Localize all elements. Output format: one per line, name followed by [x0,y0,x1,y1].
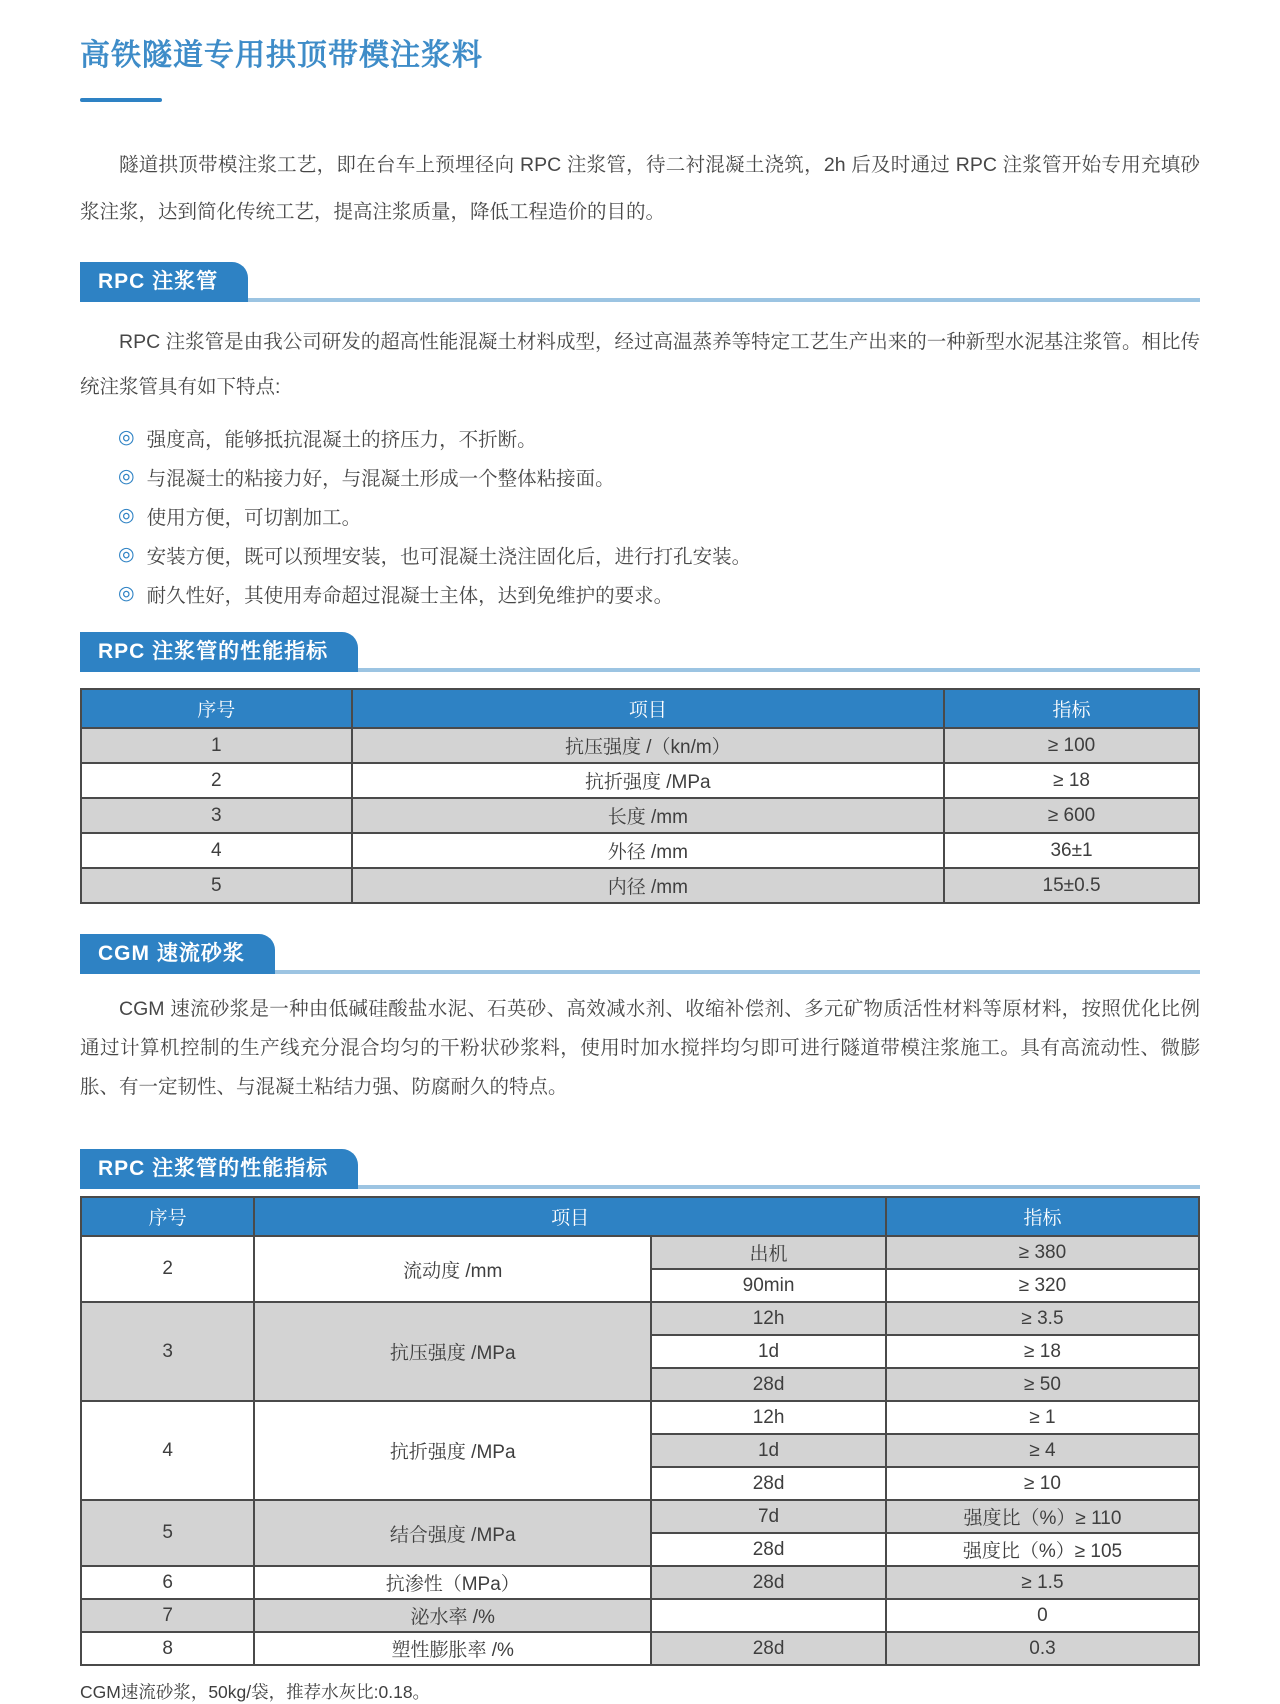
section-badge: RPC 注浆管的性能指标 [80,1149,358,1189]
section-header-cgm-performance [80,1149,1200,1189]
column-header: 项目 [352,689,945,728]
table-cell: 5 [81,868,352,903]
table-cell: 28d [651,1566,886,1599]
list-item-text: 安装方便，既可以预埋安装，也可混凝土浇注固化后，进行打孔安装。 [146,546,752,568]
table-cell: 抗折强度 /MPa [352,763,945,798]
table-cell: 泌水率 /% [254,1599,651,1632]
column-header: 序号 [81,1197,254,1236]
table-cell: 内径 /mm [352,868,945,903]
section-badge: RPC 注浆管的性能指标 [80,632,358,672]
list-item-text: 耐久性好，其使用寿命超过混凝士主体，达到免维护的要求。 [146,585,674,607]
table-cell: 28d [651,1533,886,1566]
table-row [81,1401,1199,1434]
section-header-rpc-pipe [80,262,1200,302]
table-cell: 2 [81,1236,254,1302]
bullet-icon: ◎ [118,427,135,448]
list-item-text: 使用方便，可切割加工。 [146,507,362,529]
column-header: 指标 [944,689,1199,728]
table-cell: 5 [81,1500,254,1566]
table-cell: ≥ 50 [886,1368,1199,1401]
table-cell: ≥ 1 [886,1401,1199,1434]
table-cell: 28d [651,1368,886,1401]
document-content [0,30,1280,1704]
table-cell: ≥ 4 [886,1434,1199,1467]
list-item [118,424,1200,452]
table-cell: 0 [886,1599,1199,1632]
table-header [81,689,1199,728]
table-cell: 36±1 [944,833,1199,868]
title-underline [80,98,162,102]
document-page [0,30,1280,1702]
table-row [81,763,1199,798]
table-cell: 强度比（%）≥ 105 [886,1533,1199,1566]
column-header: 指标 [886,1197,1199,1236]
rpc-performance-table [80,688,1200,904]
table-cell: 1d [651,1434,886,1467]
table-row [81,798,1199,833]
intro-paragraph: 隧道拱顶带模注浆工艺，即在台车上预埋径向 RPC 注浆管，待二衬混凝土浇筑，2h 后及时通过 RPC 注浆管开始专用充填砂浆注浆，达到简化传统工艺，提高注浆质量，降低工程造价的目的。 [80,154,1200,223]
rpc-feature-list [80,424,1200,608]
table-cell: ≥ 380 [886,1236,1199,1269]
table-cell: 8 [81,1632,254,1665]
table-row [81,728,1199,763]
table-row [81,1236,1199,1269]
bullet-icon: ◎ [118,583,135,604]
list-item [118,463,1200,491]
section-header-rpc-performance [80,632,1200,672]
list-item [118,541,1200,569]
table-header-row [81,689,1199,728]
table-cell: ≥ 1.5 [886,1566,1199,1599]
column-header: 序号 [81,689,352,728]
table-cell: 3 [81,798,352,833]
table-cell: 1 [81,728,352,763]
table-cell: 外径 /mm [352,833,945,868]
bullet-icon: ◎ [118,544,135,565]
section-header-cgm [80,934,1200,974]
column-header: 项目 [254,1197,886,1236]
table-cell: 90min [651,1269,886,1302]
table-cell: ≥ 18 [886,1335,1199,1368]
list-item-text: 强度高，能够抵抗混凝土的挤压力，不折断。 [146,429,537,451]
table-cell: ≥ 100 [944,728,1199,763]
table-row [81,1599,1199,1632]
table-cell: ≥ 3.5 [886,1302,1199,1335]
table-cell: 15±0.5 [944,868,1199,903]
list-item [118,580,1200,608]
footer-note: CGM速流砂浆，50kg/袋，推荐水灰比:0.18。 [80,1682,431,1702]
table-row [81,1632,1199,1665]
table-cell: 强度比（%）≥ 110 [886,1500,1199,1533]
table-row [81,1500,1199,1533]
table-cell: 4 [81,1401,254,1500]
table-cell: 3 [81,1302,254,1401]
table-cell: 抗压强度 /MPa [254,1302,651,1401]
cgm-performance-table [80,1196,1200,1666]
table-row [81,868,1199,903]
list-item-text: 与混凝士的粘接力好，与混凝土形成一个整体粘接面。 [146,468,615,490]
cgm-paragraph: CGM 速流砂浆是一种由低碱硅酸盐水泥、石英砂、高效减水剂、收缩补偿剂、多元矿物质活性材料等原材料，按照优化比例通过计算机控制的生产线充分混合均匀的干粉状砂浆料，使用时加水搅拌均匀即可进行隧道带模注浆施工。具有高流动性、微膨胀、有一定韧性、与混凝土粘结力强、防腐耐久的特点。 [80,998,1200,1098]
table-header [81,1197,1199,1236]
table-cell: 7d [651,1500,886,1533]
table-cell: 长度 /mm [352,798,945,833]
list-item [118,502,1200,530]
bullet-icon: ◎ [118,466,135,487]
section-badge: RPC 注浆管 [80,262,248,302]
table-cell: 抗渗性（MPa） [254,1566,651,1599]
rpc-pipe-paragraph: RPC 注浆管是由我公司研发的超高性能混凝土材料成型，经过高温蒸养等特定工艺生产出来的一种新型水泥基注浆管。相比传统注浆管具有如下特点: [80,331,1200,398]
table-cell: 流动度 /mm [254,1236,651,1302]
table-cell [651,1599,886,1632]
table-cell: ≥ 18 [944,763,1199,798]
table-cell: 12h [651,1401,886,1434]
table-row [81,833,1199,868]
table-row [81,1566,1199,1599]
table-cell: 2 [81,763,352,798]
table-cell: 28d [651,1632,886,1665]
table-header-row [81,1197,1199,1236]
table-row [81,1302,1199,1335]
table-cell: 28d [651,1467,886,1500]
section-badge: CGM 速流砂浆 [80,934,275,974]
table-cell: 6 [81,1566,254,1599]
table-cell: 塑性膨胀率 /% [254,1632,651,1665]
bullet-icon: ◎ [118,505,135,526]
table-cell: 1d [651,1335,886,1368]
table-cell: 出机 [651,1236,886,1269]
table-cell: 4 [81,833,352,868]
table-cell: ≥ 600 [944,798,1199,833]
table-cell: 7 [81,1599,254,1632]
page-title: 高铁隧道专用拱顶带模注浆料 [80,39,483,72]
table-cell: 抗压强度 /（kn/m） [352,728,945,763]
table-cell: ≥ 10 [886,1467,1199,1500]
table-cell: 抗折强度 /MPa [254,1401,651,1500]
table-cell: ≥ 320 [886,1269,1199,1302]
table-cell: 0.3 [886,1632,1199,1665]
table-cell: 结合强度 /MPa [254,1500,651,1566]
table-cell: 12h [651,1302,886,1335]
